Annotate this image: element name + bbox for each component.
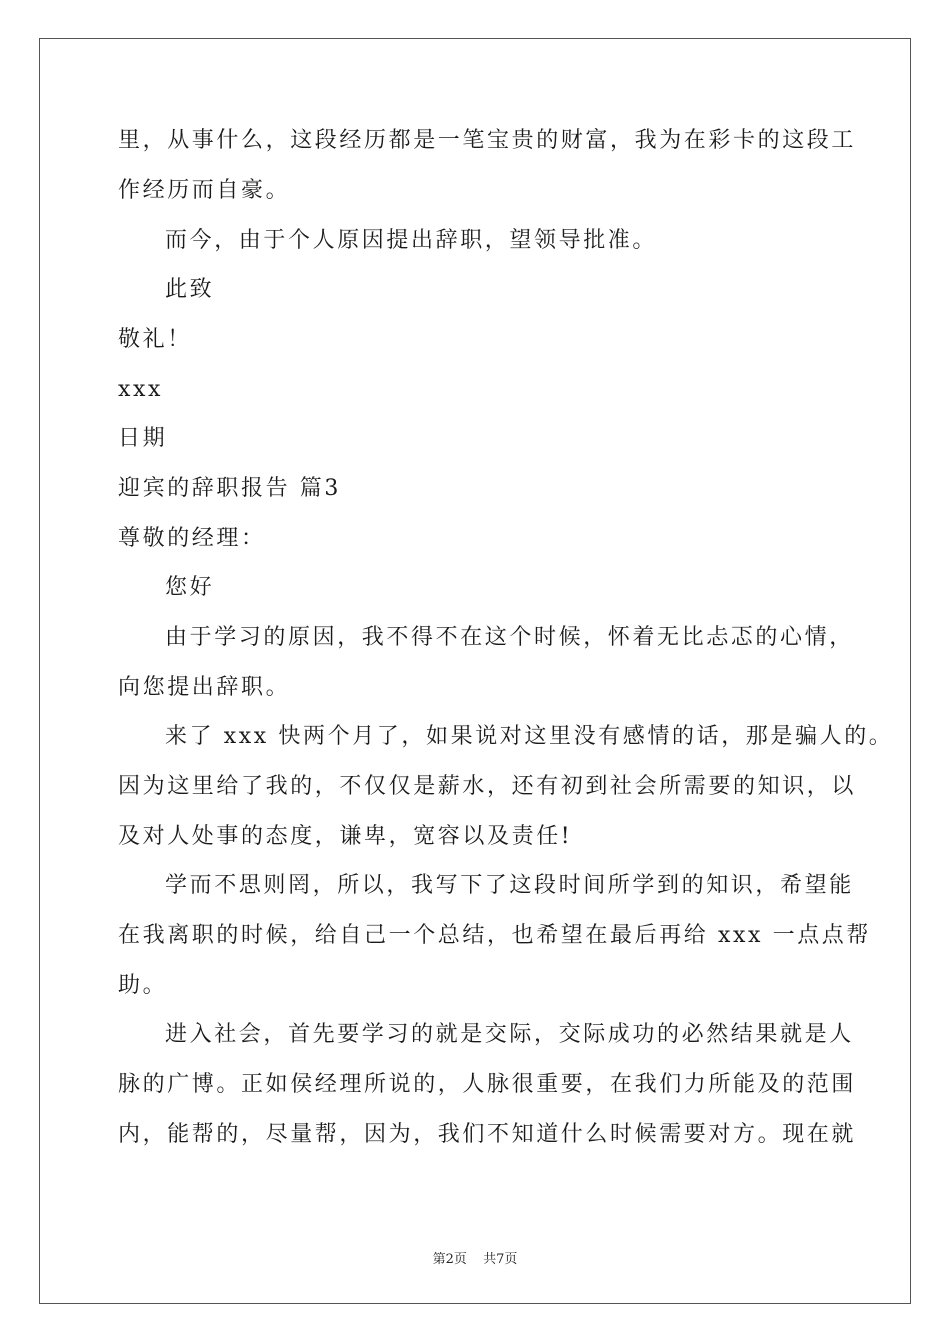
text-line: 内，能帮的，尽量帮，因为，我们不知道什么时候需要对方。现在就 <box>118 1122 857 1147</box>
text-line: 作经历而自豪。 <box>118 178 291 203</box>
page-number: 第2页 <box>432 1252 467 1267</box>
text-line: 日期 <box>118 426 168 451</box>
text-line: 助。 <box>118 973 168 998</box>
salutation: 尊敬的经理： <box>118 526 266 551</box>
text-line: 由于学习的原因，我不得不在这个时候，怀着无比忐忑的心情， <box>165 625 854 650</box>
text-line: 脉的广博。正如侯经理所说的，人脉很重要，在我们力所能及的范围 <box>118 1072 857 1097</box>
text-line: 敬礼！ <box>118 327 192 352</box>
text-line: xxx <box>118 377 164 402</box>
text-line: 此致 <box>165 277 215 302</box>
text-line: 学而不思则罔，所以，我写下了这段时间所学到的知识，希望能 <box>165 873 854 898</box>
text-line: 在我离职的时候，给自己一个总结，也希望在最后再给 xxx 一点点帮 <box>118 923 872 948</box>
text-line: 来了 xxx 快两个月了，如果说对这里没有感情的话，那是骗人的。 <box>165 724 894 749</box>
text-line: 及对人处事的态度，谦卑，宽容以及责任! <box>118 824 573 849</box>
section-heading: 迎宾的辞职报告 篇3 <box>118 476 341 501</box>
text-line: 里，从事什么，这段经历都是一笔宝贵的财富，我为在彩卡的这段工 <box>118 128 857 153</box>
page-total: 共7页 <box>483 1252 518 1267</box>
page-footer <box>0 1248 950 1267</box>
text-line: 因为这里给了我的，不仅仅是薪水，还有初到社会所需要的知识，以 <box>118 774 857 799</box>
text-line: 进入社会，首先要学习的就是交际，交际成功的必然结果就是人 <box>165 1022 854 1047</box>
text-line: 而今，由于个人原因提出辞职，望领导批准。 <box>165 228 658 253</box>
text-line: 向您提出辞职。 <box>118 675 291 700</box>
text-line: 您好 <box>165 575 215 600</box>
